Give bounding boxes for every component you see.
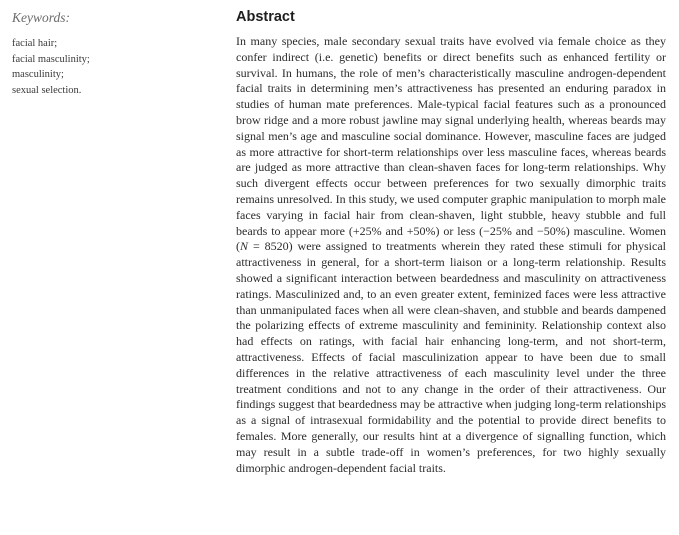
keywords-section (12, 10, 212, 98)
abstract-text-part2: = 8520) were assigned to treatments wherein they rated these stimuli for physical attractiveness in general, for a short-term liaison or a long-term relationship. Results showed a significant interaction between beardedness and masculinity on attractiveness ratings. Masculinized and, to an even greater extent, feminized faces were less attractive than unmanipulated faces when all were clean-shaven, and stubble and beards dampened the polarizing effects of extreme masculinity and femininity. Relationship context also had effects on ratings, with facial hair enhancing long-term, and not short-term, attractiveness. Effects of facial masculinization appear to have been due to small differences in the relative attractiveness of each masculinity level under the three treatment conditions and not to any change in the order of their attractiveness. Our findings suggest that beardedness may be attractive when judging long-term relationships as a signal of intrasexual formidability and the potential to provide direct benefits to females. More generally, our results hint at a divergence of signalling function, which may result in a subtle trade-off in women’s preferences, for two highly sexually dimorphic androgen-dependent facial traits. (236, 239, 666, 475)
keyword-item: facial masculinity; (12, 53, 90, 65)
abstract-text-part1: In many species, male secondary sexual traits have evolved via female choice as they confer indirect (i.e. genetic) benefits or direct benefits such as enhanced fertility or survival. In humans, the role of men’s characteristically masculine androgen-dependent facial traits in determining men’s attractiveness has presented an enduring paradox in studies of human mate preferences. Male-typical facial features such as a pronounced brow ridge and a more robust jawline may signal underlying health, whereas beards may signal men’s age and masculine social dominance. However, masculine faces are judged as more attractive for short-term relationships over less masculine faces, whereas beards are judged as more attractive than clean-shaven faces for long-term relationships. Why such divergent effects occur between preferences for two sexually dimorphic traits remains unresolved. In this study, we used computer graphic manipulation to morph male faces varying in facial hair from clean-shaven, light stubble, heavy stubble and full beards to appear more (+25% and +50%) or less (−25% and −50%) masculine. Women ( (236, 34, 666, 254)
abstract-section (236, 8, 666, 476)
abstract-body (236, 34, 666, 476)
keyword-item: masculinity; (12, 69, 64, 80)
keyword-list (12, 36, 212, 98)
abstract-heading: Abstract (236, 9, 295, 25)
keyword-item: sexual selection. (12, 84, 82, 96)
keywords-heading: Keywords: (12, 10, 70, 25)
sample-size-symbol: N (240, 239, 249, 254)
keyword-item: facial hair; (12, 38, 58, 49)
